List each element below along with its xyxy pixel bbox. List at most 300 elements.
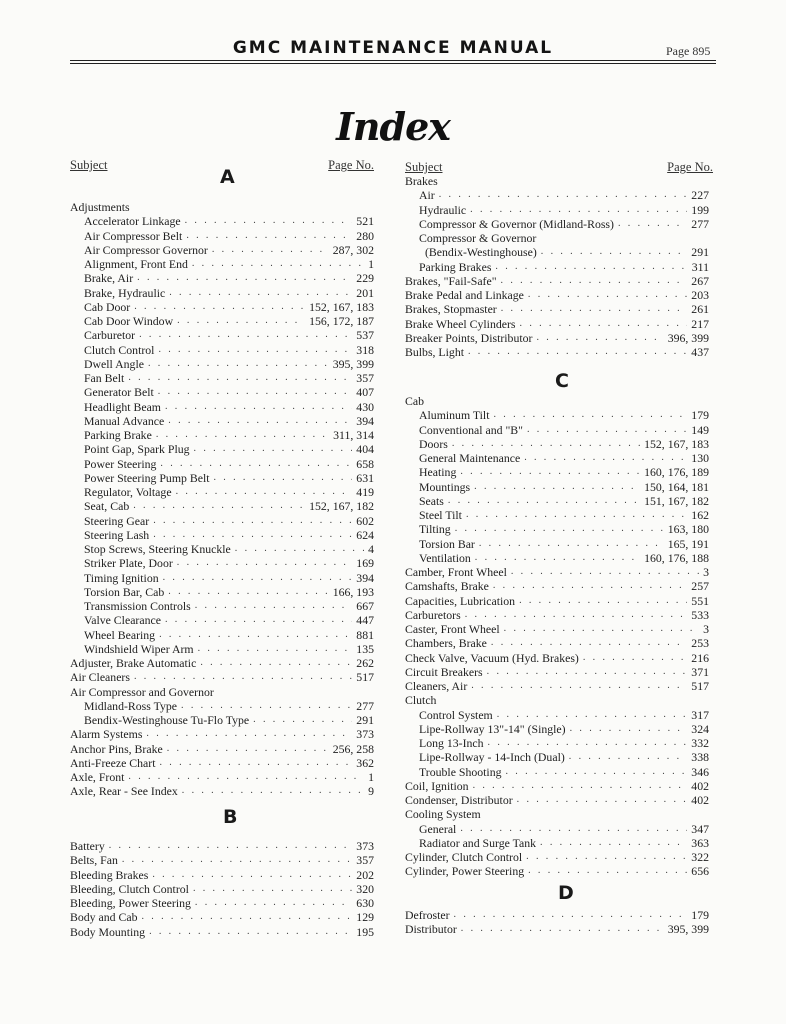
entry-page: 151, 167, 182 — [644, 494, 709, 508]
entry-label: Heating — [419, 465, 457, 479]
entry-label: Brake Pedal and Linkage — [405, 288, 524, 302]
entry-page: 517 — [691, 679, 709, 693]
dot-leader — [253, 713, 352, 727]
entry-label: Brake, Air — [84, 271, 134, 285]
index-entry — [84, 214, 374, 228]
entry-page: 318 — [356, 343, 374, 357]
dot-leader — [163, 571, 353, 585]
manual-title: GMC MAINTENANCE MANUAL — [232, 38, 554, 58]
entry-page: 521 — [356, 214, 374, 228]
index-entry — [84, 457, 374, 471]
index-entry — [70, 685, 374, 699]
page-no-label: Page No. — [667, 160, 713, 174]
entry-page: 152, 167, 182 — [309, 499, 374, 513]
entry-page: 402 — [691, 779, 709, 793]
entry-page: 311 — [691, 260, 709, 274]
entry-page: 166, 193 — [332, 585, 374, 599]
dot-leader — [488, 736, 688, 750]
index-entry — [405, 679, 709, 693]
entry-label: Hydraulic — [419, 203, 467, 217]
dot-leader — [460, 822, 687, 836]
entry-label: Fan Belt — [84, 371, 125, 385]
dot-leader — [152, 868, 352, 882]
entry-page: 130 — [691, 451, 709, 465]
dot-leader — [142, 910, 353, 924]
entry-page: 357 — [356, 853, 374, 867]
entry-label: General Maintenance — [419, 451, 521, 465]
index-entry — [84, 499, 374, 513]
entry-label: Body and Cab — [70, 910, 138, 924]
entry-label: (Bendix-Westinghouse) — [425, 245, 537, 259]
entry-label: Mountings — [419, 480, 471, 494]
entry-label: Seat, Cab — [84, 499, 130, 513]
dot-leader — [442, 174, 705, 188]
index-entry — [70, 868, 374, 882]
entry-page — [705, 807, 709, 821]
entry-page: 277 — [356, 699, 374, 713]
index-entry — [419, 465, 709, 479]
entry-label: Midland-Ross Type — [84, 699, 178, 713]
index-entry — [84, 286, 374, 300]
dot-leader — [177, 314, 305, 328]
entry-page: 624 — [356, 528, 374, 542]
dot-leader — [181, 699, 352, 713]
entry-page: 338 — [691, 750, 709, 764]
index-entry — [405, 274, 709, 288]
entry-page: 395, 399 — [332, 357, 374, 371]
dot-leader — [195, 599, 353, 613]
entry-page: 202 — [356, 868, 374, 882]
entry-label: Torsion Bar, Cab — [84, 585, 165, 599]
index-entry — [84, 556, 374, 570]
entry-label: Accelerator Linkage — [84, 214, 181, 228]
entry-label: Power Steering Pump Belt — [84, 471, 210, 485]
entry-label: Cylinder, Power Steering — [405, 864, 525, 878]
entry-page: 551 — [691, 594, 709, 608]
entry-label: Windshield Wiper Arm — [84, 642, 194, 656]
index-entry — [405, 636, 709, 650]
index-entry — [405, 302, 709, 316]
dot-leader — [479, 537, 664, 551]
entry-page: 347 — [691, 822, 709, 836]
dot-leader — [454, 908, 688, 922]
index-entry — [84, 385, 374, 399]
entry-page: 394 — [356, 414, 374, 428]
entry-page: 1 — [368, 257, 374, 271]
entry-label: Anchor Pins, Brake — [70, 742, 163, 756]
entry-page: 630 — [356, 896, 374, 910]
entry-page: 277 — [691, 217, 709, 231]
index-entry — [84, 528, 374, 542]
entry-label: Conventional and "B" — [419, 423, 523, 437]
entry-page: 162 — [691, 508, 709, 522]
entry-page: 9 — [368, 784, 374, 798]
index-entry — [405, 779, 709, 793]
index-entry — [84, 343, 374, 357]
entry-label: Air — [419, 188, 435, 202]
index-entry — [419, 451, 709, 465]
entry-label: Body Mounting — [70, 925, 146, 939]
dot-leader — [176, 485, 353, 499]
page-number: Page 895 — [666, 44, 711, 58]
dot-leader — [134, 670, 352, 684]
dot-leader — [485, 807, 705, 821]
dot-leader — [452, 437, 640, 451]
index-entry — [405, 594, 709, 608]
dot-leader — [493, 579, 687, 593]
dot-leader — [134, 200, 370, 214]
dot-leader — [153, 528, 352, 542]
dot-leader — [491, 636, 687, 650]
index-entry — [70, 896, 374, 910]
entry-label: Headlight Beam — [84, 400, 161, 414]
entry-page — [705, 174, 709, 188]
dot-leader — [466, 508, 687, 522]
dot-leader — [109, 839, 353, 853]
index-entry — [84, 300, 374, 314]
dot-leader — [198, 642, 353, 656]
entry-label: Aluminum Tilt — [419, 408, 490, 422]
index-entry — [419, 188, 709, 202]
index-entry — [419, 217, 709, 231]
dot-leader — [148, 357, 329, 371]
dot-leader — [139, 328, 352, 342]
entry-page: 203 — [691, 288, 709, 302]
dot-leader — [212, 243, 329, 257]
subject-label: Subject — [405, 160, 443, 174]
index-entry — [84, 485, 374, 499]
dot-leader — [528, 864, 687, 878]
entry-page: 658 — [356, 457, 374, 471]
entry-page: 320 — [356, 882, 374, 896]
dot-leader — [218, 685, 370, 699]
dot-leader — [618, 217, 687, 231]
dot-leader — [168, 414, 352, 428]
dot-leader — [134, 300, 305, 314]
entry-label: Steering Gear — [84, 514, 150, 528]
dot-leader — [122, 853, 352, 867]
entry-page: 395, 399 — [667, 922, 709, 936]
entry-label: Coil, Ignition — [405, 779, 469, 793]
entry-label: Regulator, Voltage — [84, 485, 172, 499]
entry-label: Carburetors — [405, 608, 461, 622]
entry-label: Brake, Hydraulic — [84, 286, 166, 300]
index-entry — [84, 257, 374, 271]
index-heading: Index — [336, 104, 450, 149]
entry-page: 537 — [356, 328, 374, 342]
index-entry — [405, 394, 709, 408]
dot-leader — [160, 756, 353, 770]
page-no-label: Page No. — [328, 158, 374, 172]
entry-page: 3 — [703, 622, 709, 636]
entry-page: 533 — [691, 608, 709, 622]
entry-page: 287, 302 — [332, 243, 374, 257]
entry-page: 881 — [356, 628, 374, 642]
entry-page: 602 — [356, 514, 374, 528]
entry-label: Torsion Bar — [419, 537, 475, 551]
entry-label: Adjustments — [70, 200, 130, 214]
entry-page: 437 — [691, 345, 709, 359]
entry-page: 201 — [356, 286, 374, 300]
dot-leader — [455, 522, 664, 536]
dot-leader — [137, 271, 352, 285]
entry-page — [705, 394, 709, 408]
index-entry — [84, 542, 374, 556]
dot-leader — [475, 551, 640, 565]
entry-label: Wheel Bearing — [84, 628, 156, 642]
entry-page: 150, 164, 181 — [644, 480, 709, 494]
entry-label: Parking Brakes — [419, 260, 492, 274]
entry-label: Brakes, Stopmaster — [405, 302, 497, 316]
dot-leader — [540, 836, 687, 850]
entry-label: Anti-Freeze Chart — [70, 756, 156, 770]
entry-label: Compressor & Governor (Midland-Ross) — [419, 217, 614, 231]
index-entry — [70, 882, 374, 896]
entry-label: Defroster — [405, 908, 450, 922]
entry-page: 332 — [691, 736, 709, 750]
entry-page: 419 — [356, 485, 374, 499]
dot-leader — [159, 628, 352, 642]
index-entry — [419, 722, 709, 736]
entry-page: 149 — [691, 423, 709, 437]
dot-leader — [186, 229, 352, 243]
entry-label: Bleeding, Clutch Control — [70, 882, 189, 896]
entry-label: Lipe-Rollway - 14-Inch (Dual) — [419, 750, 565, 764]
index-entry — [84, 613, 374, 627]
entry-page: 324 — [691, 722, 709, 736]
index-entry — [84, 571, 374, 585]
entry-label: Air Compressor Governor — [84, 243, 208, 257]
entry-label: Power Steering — [84, 457, 157, 471]
dot-leader — [235, 542, 364, 556]
dot-leader — [541, 245, 688, 259]
index-entry — [84, 642, 374, 656]
index-entry — [405, 345, 709, 359]
entry-label: Breaker Points, Distributor — [405, 331, 533, 345]
index-entry — [70, 925, 374, 939]
dot-leader — [465, 608, 688, 622]
index-entry — [70, 670, 374, 684]
entry-page: 129 — [356, 910, 374, 924]
entry-label: Camber, Front Wheel — [405, 565, 507, 579]
index-entry — [84, 442, 374, 456]
dot-leader — [193, 882, 352, 896]
dot-leader — [169, 286, 352, 300]
entry-label: Bleeding, Power Steering — [70, 896, 191, 910]
dot-leader — [474, 480, 640, 494]
entry-page: 152, 167, 183 — [309, 300, 374, 314]
entry-page: 135 — [356, 642, 374, 656]
dot-leader — [497, 708, 688, 722]
index-entry — [70, 200, 374, 214]
index-entry — [405, 608, 709, 622]
entry-label: Axle, Rear - See Index — [70, 784, 178, 798]
index-entry — [405, 864, 709, 878]
index-entry — [405, 565, 709, 579]
entry-label: Compressor & Governor — [419, 231, 537, 245]
entry-label: Circuit Breakers — [405, 665, 483, 679]
entry-page: 179 — [691, 408, 709, 422]
index-entry — [84, 414, 374, 428]
entry-label: Camshafts, Brake — [405, 579, 489, 593]
entry-page: 165, 191 — [667, 537, 709, 551]
entry-label: Seats — [419, 494, 444, 508]
entry-label: Cleaners, Air — [405, 679, 468, 693]
entry-page: 291 — [691, 245, 709, 259]
index-entry — [84, 243, 374, 257]
entry-page: 373 — [356, 839, 374, 853]
entry-label: Bendix-Westinghouse Tu-Flo Type — [84, 713, 250, 727]
dot-leader — [517, 793, 688, 807]
index-entry — [419, 708, 709, 722]
dot-leader — [168, 585, 328, 599]
entry-label: Caster, Front Wheel — [405, 622, 500, 636]
dot-leader — [470, 203, 687, 217]
dot-leader — [133, 499, 305, 513]
entry-label: Cab Door Window — [84, 314, 174, 328]
left-column — [70, 0, 374, 1024]
index-entry — [84, 314, 374, 328]
dot-leader — [160, 457, 352, 471]
dot-leader — [214, 471, 353, 485]
entry-label: Long 13-Inch — [419, 736, 484, 750]
index-entry — [405, 622, 709, 636]
index-entry — [405, 693, 709, 707]
entry-label: Trouble Shooting — [419, 765, 502, 779]
dot-leader — [439, 188, 688, 202]
dot-leader — [200, 656, 352, 670]
entry-label: Ventilation — [419, 551, 471, 565]
dot-leader — [468, 345, 687, 359]
entry-label: Radiator and Surge Tank — [419, 836, 537, 850]
index-entry — [405, 807, 709, 821]
entry-label: Cab — [405, 394, 425, 408]
entry-label: Brake Wheel Cylinders — [405, 317, 516, 331]
entry-page — [705, 693, 709, 707]
dot-leader — [158, 343, 352, 357]
dot-leader — [156, 428, 329, 442]
dot-leader — [165, 400, 352, 414]
entry-page: 322 — [691, 850, 709, 864]
section-letter-a: A — [220, 166, 235, 188]
entry-page: 631 — [356, 471, 374, 485]
dot-leader — [501, 302, 688, 316]
dot-leader — [440, 693, 705, 707]
dot-leader — [520, 317, 688, 331]
index-entry — [70, 727, 374, 741]
index-entry — [425, 245, 709, 259]
index-entry — [70, 742, 374, 756]
entry-label: Condenser, Distributor — [405, 793, 513, 807]
entry-page: 363 — [691, 836, 709, 850]
dot-leader — [570, 722, 688, 736]
entry-page: 156, 172, 187 — [309, 314, 374, 328]
entry-label: General — [419, 822, 457, 836]
entry-label: Point Gap, Spark Plug — [84, 442, 190, 456]
entry-page: 371 — [691, 665, 709, 679]
dot-leader — [501, 274, 688, 288]
entry-page — [370, 200, 374, 214]
entry-page: 317 — [691, 708, 709, 722]
entry-label: Timing Ignition — [84, 571, 159, 585]
entry-label: Axle, Front — [70, 770, 125, 784]
entry-page: 256, 258 — [332, 742, 374, 756]
index-entry — [419, 750, 709, 764]
index-entry — [70, 770, 374, 784]
entry-page: 394 — [356, 571, 374, 585]
entry-label: Air Compressor and Governor — [70, 685, 214, 699]
dot-leader — [428, 394, 705, 408]
index-entry — [84, 357, 374, 371]
entry-label: Dwell Angle — [84, 357, 144, 371]
index-entry — [405, 579, 709, 593]
section-letter-b: B — [223, 806, 238, 828]
entry-label: Alignment, Front End — [84, 257, 188, 271]
entry-page: 217 — [691, 317, 709, 331]
entry-page: 1 — [368, 770, 374, 784]
dot-leader — [158, 385, 353, 399]
entry-label: Valve Clearance — [84, 613, 161, 627]
entry-page: 160, 176, 188 — [644, 551, 709, 565]
entry-page: 3 — [703, 565, 709, 579]
index-entry — [70, 839, 374, 853]
entry-page: 261 — [691, 302, 709, 316]
entry-label: Clutch Control — [84, 343, 155, 357]
right-column — [405, 0, 713, 1024]
dot-leader — [540, 231, 705, 245]
entry-page: 253 — [691, 636, 709, 650]
entry-label: Belts, Fan — [70, 853, 118, 867]
index-entry — [405, 174, 709, 188]
index-entry — [84, 229, 374, 243]
entry-page: 4 — [368, 542, 374, 556]
dot-leader — [583, 651, 687, 665]
index-entry — [405, 665, 709, 679]
dot-leader — [128, 770, 364, 784]
index-entry — [405, 288, 709, 302]
entry-label: Air Cleaners — [70, 670, 130, 684]
entry-page: 362 — [356, 756, 374, 770]
entry-label: Parking Brake — [84, 428, 152, 442]
index-entry — [419, 480, 709, 494]
entry-label: Doors — [419, 437, 448, 451]
dot-leader — [526, 850, 687, 864]
dot-leader — [185, 214, 353, 228]
section-letter-c: C — [555, 370, 569, 392]
index-entry — [419, 260, 709, 274]
entry-label: Check Valve, Vacuum (Hyd. Brakes) — [405, 651, 579, 665]
entry-page: 656 — [691, 864, 709, 878]
dot-leader — [487, 665, 688, 679]
dot-leader — [165, 613, 352, 627]
dot-leader — [473, 779, 688, 793]
dot-leader — [528, 288, 687, 302]
entry-page: 199 — [691, 203, 709, 217]
dot-leader — [149, 925, 352, 939]
entry-label: Bulbs, Light — [405, 345, 464, 359]
dot-leader — [519, 594, 687, 608]
entry-label: Generator Belt — [84, 385, 154, 399]
dot-leader — [569, 750, 688, 764]
dot-leader — [128, 371, 352, 385]
dot-leader — [182, 784, 364, 798]
index-entry — [84, 699, 374, 713]
dot-leader — [194, 442, 353, 456]
index-entry — [405, 850, 709, 864]
index-entry — [419, 437, 709, 451]
entry-page: 267 — [691, 274, 709, 288]
dot-leader — [146, 727, 352, 741]
